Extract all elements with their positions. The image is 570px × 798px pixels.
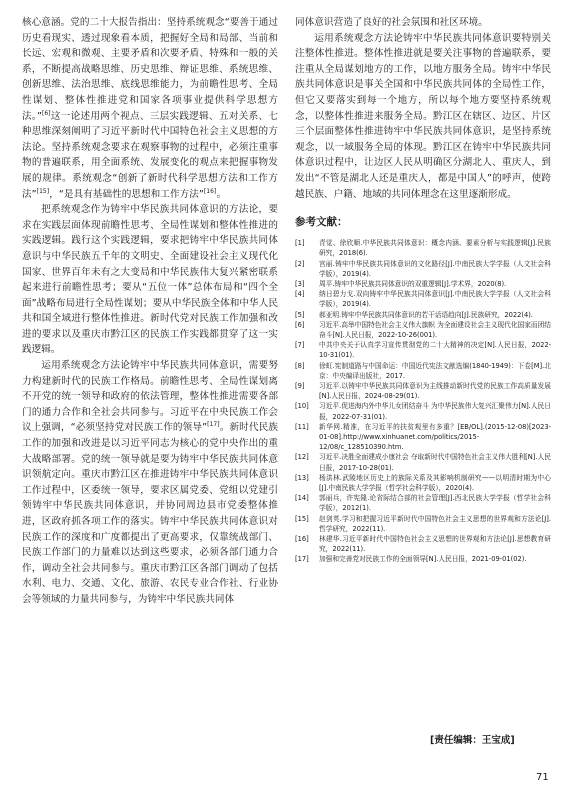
text-segment: 。新时代民族工作的加强和改进是以习近平同志为核心的党中央作出的重大战略部署。党的统一领导就是要为铸牢中华民族共同体意识领航定向。重庆市黔江区在推进铸牢中华民族共同体意识工作过程中，区委统一领导，要求区属党委、党组以党建引领铸牢中华民族共同体意识，并协同周边县市党委整体推进，区政府抓各项工作的落实。铸牢中华民族共同体意识对民族工作的深度和广度都提出了更高要求，仅靠统战部门、民族工作部门的力量难以达到这些要求，必须各部门通力合作，调动全社会共同参与。重庆市黔江区各部门调动了包括水利、电力、交通、文化、旅游、农民专业合作社、行业协会等领域的力量共同参与，为铸牢中华民族共同体: [22, 422, 278, 605]
reference-number: [1]: [295, 239, 305, 248]
text-segment: ，“是具有基础性的思想和工作方法”: [49, 188, 204, 200]
reference-item: [295, 422, 551, 453]
reference-text: 中共中央关于认真学习宣传贯彻党的二十大精神的决定[N].人民日报，2022-10-31(01).: [319, 341, 551, 360]
reference-number: [10]: [295, 402, 309, 411]
reference-item: [295, 340, 551, 360]
reference-item: [295, 381, 551, 401]
reference-number: [13]: [295, 473, 309, 482]
right-body-text: [295, 15, 551, 202]
responsible-editor: [责任编辑：王宝成]: [430, 735, 515, 746]
reference-number: [5]: [295, 310, 305, 319]
reference-number: [3]: [295, 279, 305, 288]
citation-superscript: [16]: [203, 187, 217, 195]
reference-item: [295, 534, 551, 554]
reference-text: 纳日碧力戈.双向铸牢中华民族共同体意识[J].中南民族大学学报（人文社会科学版），2019(4).: [319, 290, 551, 309]
reference-number: [9]: [295, 381, 305, 390]
reference-text: 宫丽.铸牢中华民族共同体意识的文化路径[J].中南民族大学学报（人文社会科学版），2019(4).: [319, 259, 551, 278]
reference-text: 习近平.促进海内外中华儿女团结奋斗 为中华民族伟大复兴汇聚伟力[N].人民日报，2022-07-31(01).: [319, 402, 551, 421]
body-paragraph: [295, 31, 551, 203]
reference-text: 习近平.以铸牢中华民族共同体意识为主线推动新时代党的民族工作高质量发展[N].人民日报，2024-08-29(01).: [319, 381, 551, 401]
reference-text: 杨洪林.武陵地区历史上的族际关系及其影响机制研究——以明清时期为中心[J].中南民族大学学报（哲学社会科学版），2020(4).: [319, 473, 551, 492]
reference-text: 新华网.精准，在习近平的扶贫观里有多重？[EB/OL].(2015-12-08)[2023-01-08].http://www.xinhuanet.com/politics/2015-12/08/c_128510390.htm.: [319, 422, 551, 452]
reference-text: 习近平.决胜全面建成小康社会 夺取新时代中国特色社会主义伟大胜利[N].人民日报，2017-10-28(01).: [319, 453, 551, 472]
reference-text: 林建华.习近平新时代中国特色社会主义思想的世界观和方法论[J].思想教育研究，2022(11).: [319, 535, 551, 554]
reference-text: 加强和完善党对民族工作的全面领导[N].人民日报，2021-09-01(02).: [319, 555, 527, 564]
reference-item: [295, 279, 551, 289]
body-paragraph: [22, 15, 278, 202]
text-segment: 运用系统观念方法论铸牢中华民族共同体意识，需要努力构建新时代的民族工作格局。前瞻性思考、全局性谋划离不开党的统一领导和政府的依法管理，整体性推进需要各部门的通力合作和全社会共同参与。习近平在中央民族工作会议上强调，“必须坚持党对民族工作的领导”: [22, 360, 278, 434]
right-column: [295, 15, 551, 565]
reference-number: [14]: [295, 494, 309, 503]
reference-item: [295, 310, 551, 320]
reference-number: [16]: [295, 535, 309, 544]
reference-number: [11]: [295, 422, 309, 431]
left-column: [22, 15, 278, 608]
reference-text: 赵剑英.学习和把握习近平新时代中国特色社会主义思想的世界观和方法论[J].哲学研究，2022(11).: [319, 514, 551, 533]
text-segment: 核心意涵。党的二十大报告指出：坚持系统观念“要善于通过历史看现实、透过现象看本质，把握好全局和局部、当前和长远、宏观和微观、主要矛盾和次要矛盾、特殊和一般的关系，不断提高战略思维、历史思维、辩证思维、系统思维、创新思维、法治思维、底线思维能力，为前瞻性思考、全局性谋划、整体性推进党和国家各项事业提供科学思想方法。”: [22, 17, 278, 122]
reference-text: 周平.铸牢中华民族共同体意识的双重逻辑[J].学术界，2020(8).: [319, 279, 507, 288]
reference-item: [295, 452, 551, 472]
reference-item: [295, 401, 551, 421]
reference-number: [6]: [295, 320, 305, 329]
text-segment: 运用系统观念方法论铸牢中华民族共同体意识要特别关注整体性推进。整体性推进就是要关注事物的普遍联系，要注重从全局谋划地方的工作，以地方服务全局。铸牢中华民族共同体意识是事关全国和中华民族共同体的全局性工作，但它又要落实到每一个地方，所以每个地方要坚持系统观念，以整体性推进来服务全局。黔江区在辖区、边区、片区三个层面整体性推进铸牢中华民族共同体意识，是坚持系统观念，以一域服务全局的体现。黔江区在铸牢中华民族共同体意识过程中，让边区人民从明确区分湖北人、重庆人，到发出“不管是湖北人还是重庆人，都是中国人”的呼声，使跨越民族、户籍、地域的共同体理念在这里逐渐形成。: [295, 32, 551, 200]
text-segment: 。: [216, 188, 227, 200]
text-segment: 把系统观念作为铸牢中华民族共同体意识的方法论，要求在实践层面体现前瞻性思考、全局性谋划和整体性推进的实践逻辑。践行这个实践逻辑，要求把铸牢中华民族共同体意识与中华民族五千年的文明史、全面建设社会主义现代化国家、世界百年未有之大变局和中华民族伟大复兴紧密联系起来进行前瞻性思考；要从“五位一体”总体布局和“四个全面”战略布局进行全局性谋划；要从中华民族全体和中华人民共和国全域进行整体性推进。新时代党对民族工作加强和改进的要求以及重庆市黔江区的民族工作实践都贯穿了这一实践逻辑。: [22, 204, 278, 356]
reference-number: [7]: [295, 341, 305, 350]
reference-text: 郝亚明.铸牢中华民族共同体意识的若干话语趋向[J].民族研究，2022(4).: [319, 310, 533, 319]
reference-number: [2]: [295, 259, 305, 268]
references-heading: 参考文献：: [295, 216, 348, 229]
reference-item: [295, 493, 551, 513]
reference-item: [295, 238, 551, 258]
citation-superscript: [17]: [207, 421, 220, 429]
citation-superscript: [15]: [36, 187, 50, 195]
reference-item: [295, 514, 551, 534]
citation-superscript: [6]: [42, 109, 51, 117]
reference-item: [295, 473, 551, 493]
reference-text: 郭丽兵，许宪隆.论省际结合部的社会管理[J].西北民族大学学报（哲学社会科学版），2012(1).: [319, 494, 551, 513]
reference-number: [12]: [295, 453, 309, 462]
reference-text: 徐虹.宪制道路与中国命运：中国近代宪法文献选编(1840-1949)：下卷[M].北京：中央编译出版社，2017.: [319, 361, 551, 380]
body-paragraph: [295, 15, 551, 31]
reference-item: [295, 320, 551, 340]
reference-item: [295, 361, 551, 381]
page-number: 71: [536, 772, 549, 783]
reference-text: 习近平.高举中国特色社会主义伟大旗帜 为全面建设社会主义现代化国家而团结奋斗[N].人民日报，2022-10-26(001).: [319, 320, 551, 339]
references-list: [295, 238, 551, 565]
reference-number: [17]: [295, 555, 309, 564]
text-segment: 同体意识营造了良好的社会氛围和社区环境。: [295, 17, 488, 28]
reference-item: [295, 554, 551, 564]
body-paragraph: [22, 202, 278, 358]
reference-item: [295, 259, 551, 279]
body-paragraph: [22, 358, 278, 608]
reference-number: [8]: [295, 361, 305, 370]
reference-number: [4]: [295, 290, 305, 299]
reference-number: [15]: [295, 514, 309, 523]
reference-text: 青觉、徐欣顺.中华民族共同体意识：概念内涵、要素分析与实践逻辑[J].民族研究，2018(6).: [319, 239, 551, 258]
reference-item: [295, 289, 551, 309]
text-segment: 这一论述用两个视点、三层实践逻辑、五对关系、七种思维深刻阐明了习近平新时代中国特色社会主义思想的方法论。坚持系统观念要求在观察事物的过程中，必须注重事物的普遍联系，用全面系统、发展变化的观点来把握事物发展的规律。系统观念“创新了新时代科学思想方法和工作方法”: [22, 110, 278, 200]
